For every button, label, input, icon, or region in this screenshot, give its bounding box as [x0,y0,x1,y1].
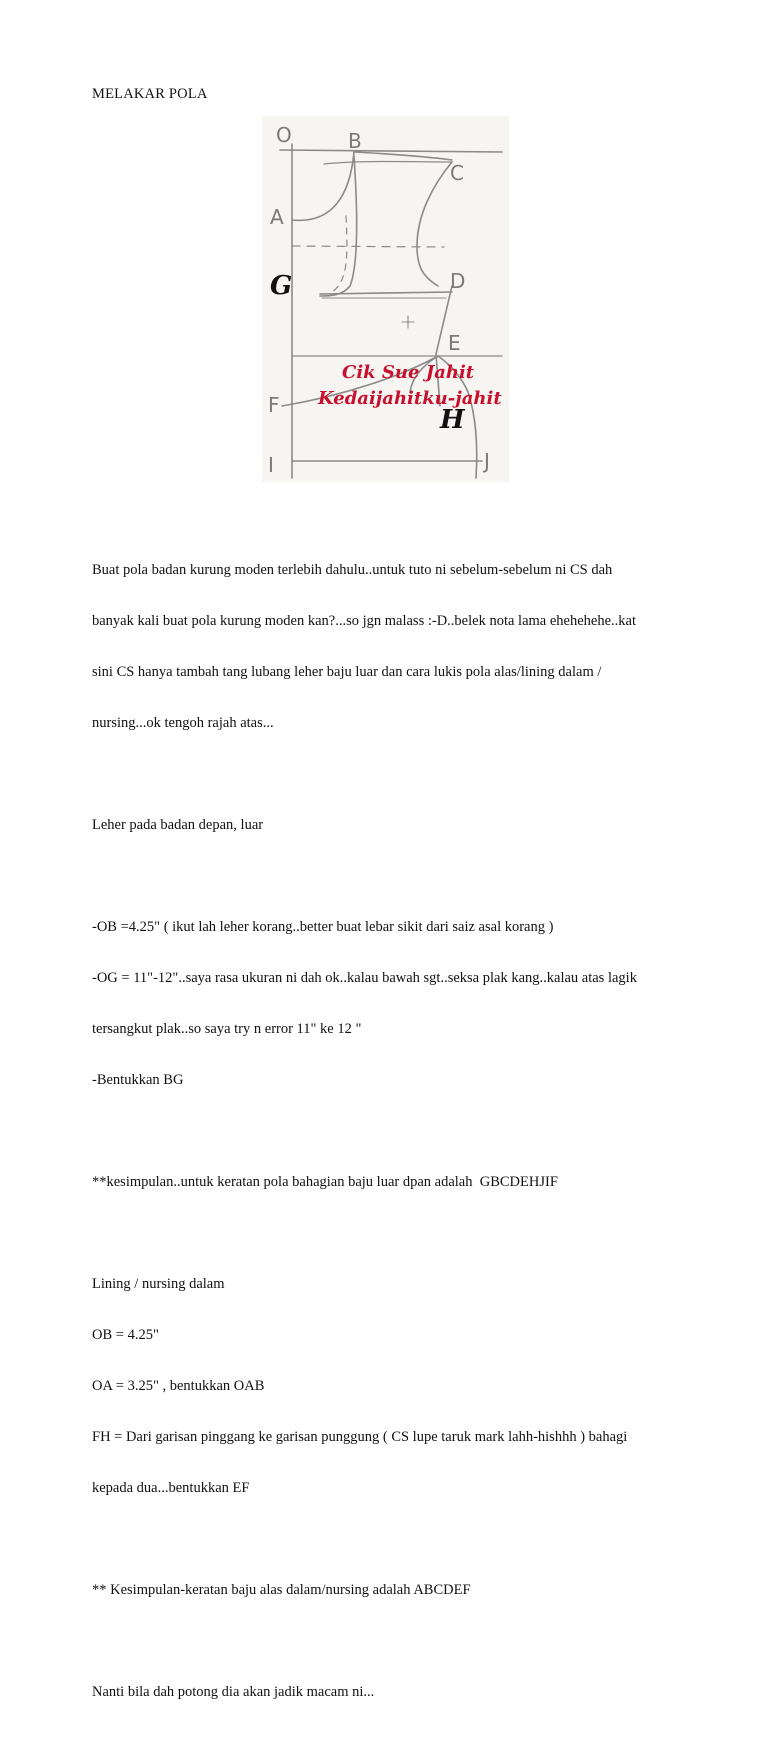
watermark-line-1: Cik Sue Jahit [342,362,475,383]
label-a: A [270,205,284,229]
paragraph-conclusion-outer [92,1140,692,1225]
label-j: J [484,449,490,473]
document-title: MELAKAR POLA [92,86,208,102]
top-line [280,150,502,152]
label-e: E [448,331,461,355]
paragraph-heading-front-neck [92,783,692,868]
text-line: Nanti bila dah potong dia akan jadik macam ni... [92,1684,375,1700]
document-body [92,528,692,1752]
watermark-line-2: Kedaijahitku-jahit [318,388,502,409]
text-line: -OG = 11"-12"..saya rasa ukuran ni dah ok..kalau bawah sgt..seksa plak kang..kalau atas lagik [92,970,637,986]
label-g: G [270,271,293,301]
paragraph-intro [92,528,692,766]
text-line: Lining / nursing dalam [92,1276,225,1292]
text-line: OA = 3.25" , bentukkan OAB [92,1378,265,1394]
paragraph-lining [92,1242,692,1531]
label-d: D [450,269,466,293]
paragraph-measurements-outer [92,885,692,1123]
paragraph-closing [92,1650,692,1735]
paragraph-conclusion-lining [92,1548,692,1633]
text-line: Leher pada badan depan, luar [92,817,264,833]
label-o: O [276,123,292,147]
text-line: kepada dua...bentukkan EF [92,1480,250,1496]
label-c: C [450,161,464,185]
neck-curve-bg [320,156,357,296]
text-line: **kesimpulan..untuk keratan pola bahagian baju luar dpan adalah GBCDEHJIF [92,1174,558,1190]
dashed-neck-curve [332,216,347,292]
label-h: H [440,405,465,435]
pattern-sketch-svg [262,116,509,482]
watermark [317,362,502,409]
text-line: sini CS hanya tambah tang lubang leher baju luar dan cara lukis pola alas/lining dalam / [92,664,602,680]
dashed-chest-line [292,246,444,247]
pattern-sketch-figure [262,116,509,482]
text-line: banyak kali buat pola kurung moden kan?...so jgn malass :-D..belek nota lama ehehehehe..kat [92,613,636,629]
label-f: F [268,393,280,417]
label-b: B [348,129,362,153]
label-i: I [268,453,274,477]
center-mark [402,316,414,328]
text-line: -OB =4.25" ( ikut lah leher korang..better buat lebar sikit dari saiz asal korang ) [92,919,554,935]
text-line: OB = 4.25" [92,1327,159,1343]
text-line: Buat pola badan kurung moden terlebih dahulu..untuk tuto ni sebelum-sebelum ni CS dah [92,562,613,578]
text-line: tersangkut plak..so saya try n error 11" ke 12 " [92,1021,362,1037]
text-line: FH = Dari garisan pinggang ke garisan punggung ( CS lupe taruk mark lahh-hishhh ) bahagi [92,1429,628,1445]
pencil-lines [280,144,502,478]
line-gd [320,292,452,294]
shoulder-line [354,152,452,160]
text-line: nursing...ok tengoh rajah atas... [92,715,274,731]
text-line: ** Kesimpulan-keratan baju alas dalam/nursing adalah ABCDEF [92,1582,471,1598]
text-line: -Bentukkan BG [92,1072,184,1088]
shoulder-line-2 [324,162,452,165]
armhole-curve-cd [417,162,452,286]
